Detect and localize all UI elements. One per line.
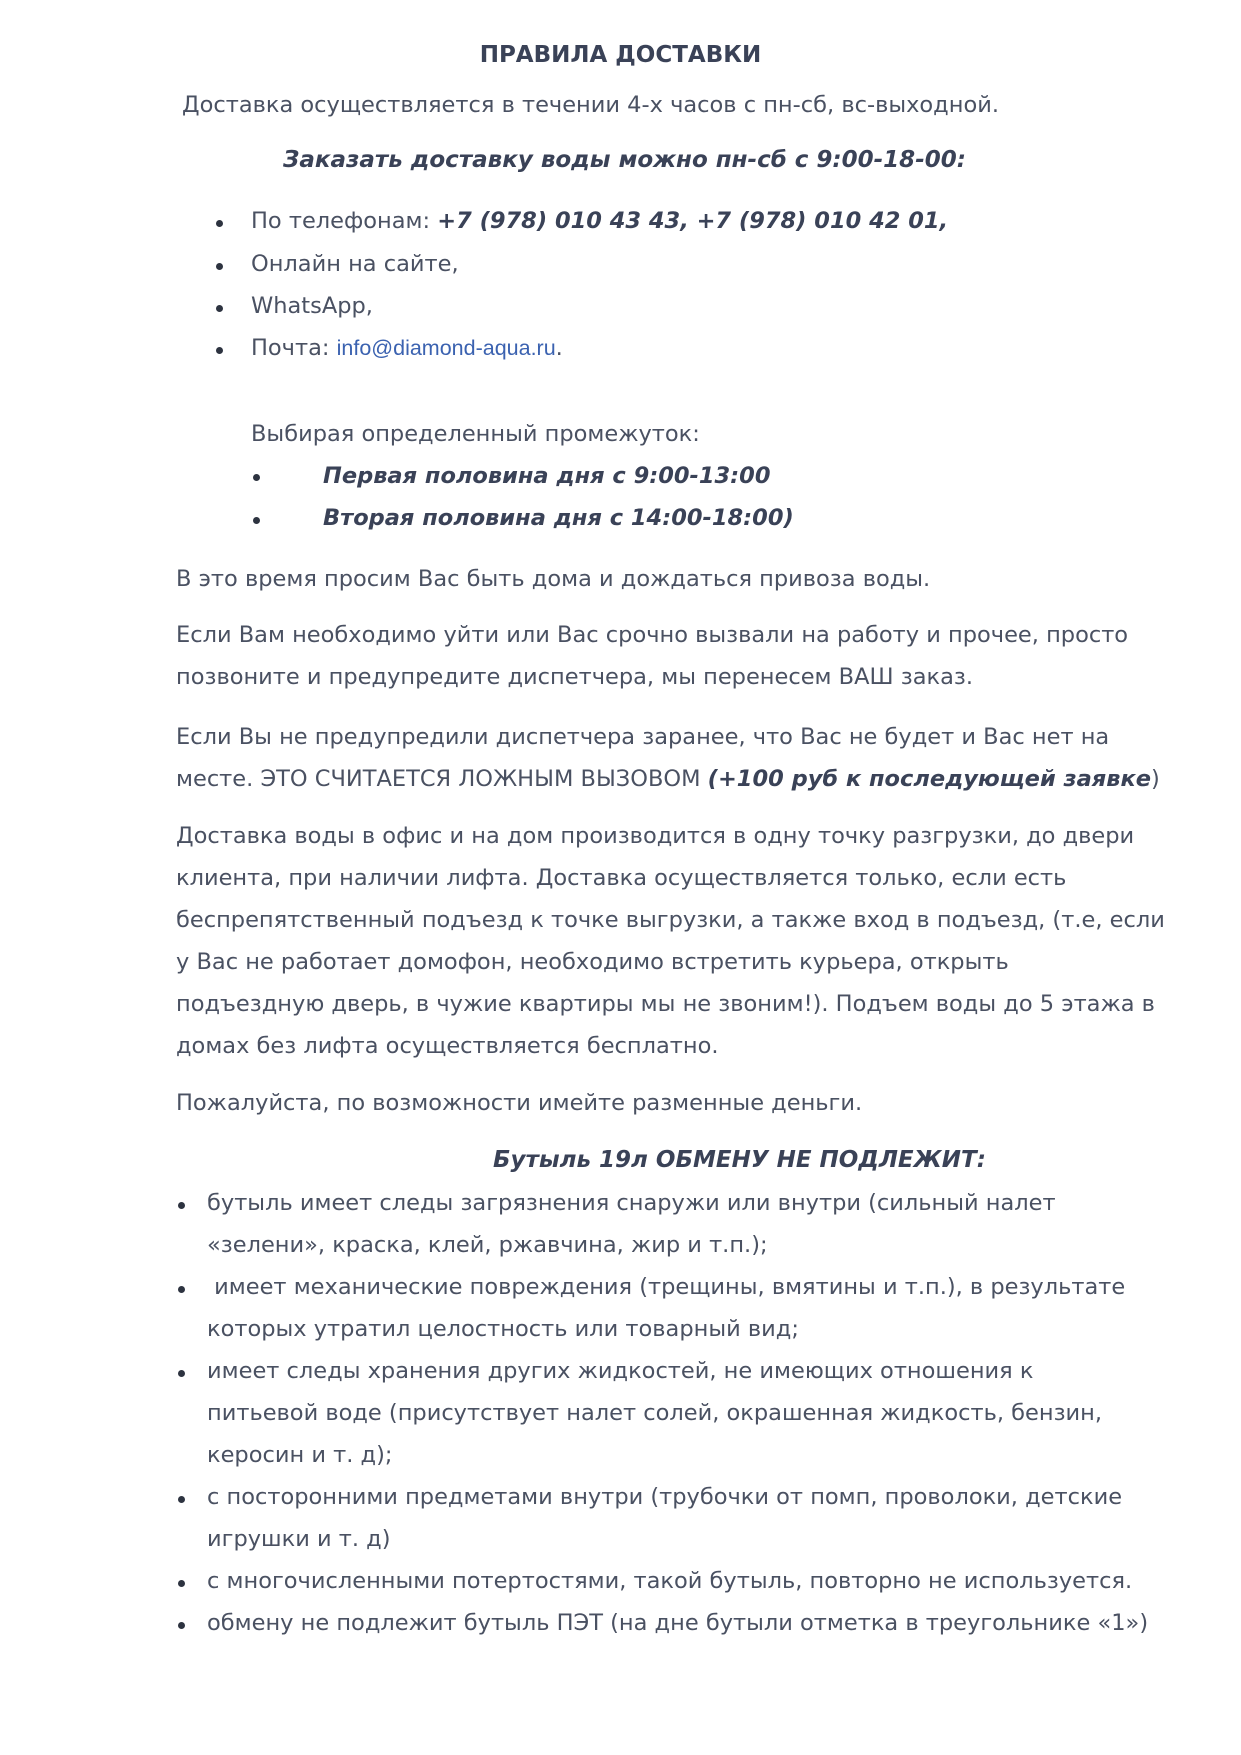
paragraph-line: клиента, при наличии лифта. Доставка осуществляется только, если есть bbox=[176, 865, 1067, 891]
list-item bbox=[207, 1476, 1122, 1560]
interval-second-half: Вторая половина дня с 14:00-18:00) bbox=[323, 505, 794, 531]
list-item-line: с многочисленными потертостями, такой бутыль, повторно не используется. bbox=[207, 1568, 1133, 1594]
paragraph-be-home: В это время просим Вас быть дома и дождаться привоза воды. bbox=[176, 566, 931, 592]
mail-label: Почта: bbox=[251, 335, 330, 361]
order-heading: Заказать доставку воды можно пн-сб с 9:00-18-00: bbox=[283, 147, 966, 173]
bullet-icon bbox=[216, 220, 223, 227]
paragraph-line bbox=[176, 758, 1160, 800]
bullet-icon bbox=[216, 347, 223, 354]
paragraph-line: подъездную дверь, в чужие квартиры мы не звоним!). Подъем воды до 5 этажа в bbox=[176, 991, 1155, 1017]
false-call-fee: (+100 руб к последующей заявке bbox=[707, 766, 1152, 792]
interval-first-half: Первая половина дня с 9:00-13:00 bbox=[323, 463, 771, 489]
paragraph-line: домах без лифта осуществляется бесплатно. bbox=[176, 1033, 719, 1059]
list-item-line: бутыль имеет следы загрязнения снаружи или внутри (сильный налет bbox=[207, 1190, 1056, 1216]
bullet-icon bbox=[178, 1370, 185, 1377]
paragraph-false-call bbox=[176, 716, 1160, 800]
list-item-line: с посторонними предметами внутри (трубочки от помп, проволоки, детские bbox=[207, 1484, 1123, 1510]
paragraph-change-money: Пожалуйста, по возможности имейте разменные деньги. bbox=[176, 1090, 863, 1116]
interval-intro: Выбирая определенный промежуток: bbox=[251, 421, 700, 447]
paragraph-line: Если Вам необходимо уйти или Вас срочно вызвали на работу и прочее, просто bbox=[176, 622, 1129, 648]
page-title: ПРАВИЛА ДОСТАВКИ bbox=[479, 42, 762, 68]
paragraph-line: Доставка воды в офис и на дом производится в одну точку разгрузки, до двери bbox=[176, 823, 1135, 849]
paragraph-line: у Вас не работает домофон, необходимо встретить курьера, открыть bbox=[176, 949, 1009, 975]
paragraph-reschedule bbox=[176, 614, 1156, 698]
paragraph-delivery-terms bbox=[176, 815, 1165, 1067]
list-item-line: керосин и т. д); bbox=[207, 1442, 393, 1468]
email-link[interactable]: info@diamond-aqua.ru bbox=[336, 336, 556, 360]
list-item-line: «зелени», краска, клей, ржавчина, жир и т.п.); bbox=[207, 1232, 768, 1258]
bullet-icon bbox=[178, 1202, 185, 1209]
list-item-line: имеет следы хранения других жидкостей, не имеющих отношения к bbox=[207, 1358, 1034, 1384]
list-item-line: питьевой воде (присутствует налет солей, окрашенная жидкость, бензин, bbox=[207, 1400, 1103, 1426]
contact-phones bbox=[251, 208, 948, 234]
intro-text: Доставка осуществляется в течении 4-х часов с пн-сб, вс-выходной. bbox=[182, 92, 999, 118]
exchange-heading: Бутыль 19л ОБМЕНУ НЕ ПОДЛЕЖИТ: bbox=[493, 1147, 986, 1173]
list-item bbox=[207, 1350, 1102, 1476]
list-item bbox=[207, 1602, 1148, 1644]
list-item-line: игрушки и т. д) bbox=[207, 1526, 391, 1552]
bullet-icon bbox=[178, 1580, 185, 1587]
bullet-icon bbox=[178, 1622, 185, 1629]
email-end: . bbox=[555, 335, 563, 361]
phone-numbers: +7 (978) 010 43 43, +7 (978) 010 42 01, bbox=[437, 208, 949, 234]
list-item bbox=[207, 1560, 1132, 1602]
paragraph-line: беспрепятственный подъезд к точке выгрузки, а также вход в подъезд, (т.е, если bbox=[176, 907, 1165, 933]
false-call-text: месте. ЭТО СЧИТАЕТСЯ ЛОЖНЫМ ВЫЗОВОМ bbox=[176, 766, 708, 792]
contact-whatsapp: WhatsApp, bbox=[251, 293, 373, 319]
list-item-line: имеет механические повреждения (трещины, вмятины и т.п.), в результате bbox=[207, 1274, 1126, 1300]
bullet-icon bbox=[253, 474, 260, 481]
false-call-end: ) bbox=[1151, 766, 1160, 792]
bullet-icon bbox=[178, 1496, 185, 1503]
list-item bbox=[207, 1266, 1125, 1350]
bullet-icon bbox=[253, 517, 260, 524]
bullet-icon bbox=[216, 263, 223, 270]
list-item-line: обмену не подлежит бутыль ПЭТ (на дне бутыли отметка в треугольнике «1») bbox=[207, 1610, 1149, 1636]
phone-label: По телефонам: bbox=[251, 208, 431, 234]
bullet-icon bbox=[178, 1286, 185, 1293]
paragraph-line: Если Вы не предупредили диспетчера заранее, что Вас не будет и Вас нет на bbox=[176, 724, 1110, 750]
contact-online: Онлайн на сайте, bbox=[251, 251, 459, 277]
list-item bbox=[207, 1182, 1056, 1266]
contact-mail bbox=[251, 335, 563, 361]
paragraph-line: позвоните и предупредите диспетчера, мы перенесем ВАШ заказ. bbox=[176, 664, 973, 690]
list-item-line: которых утратил целостность или товарный вид; bbox=[207, 1316, 799, 1342]
bullet-icon bbox=[216, 305, 223, 312]
